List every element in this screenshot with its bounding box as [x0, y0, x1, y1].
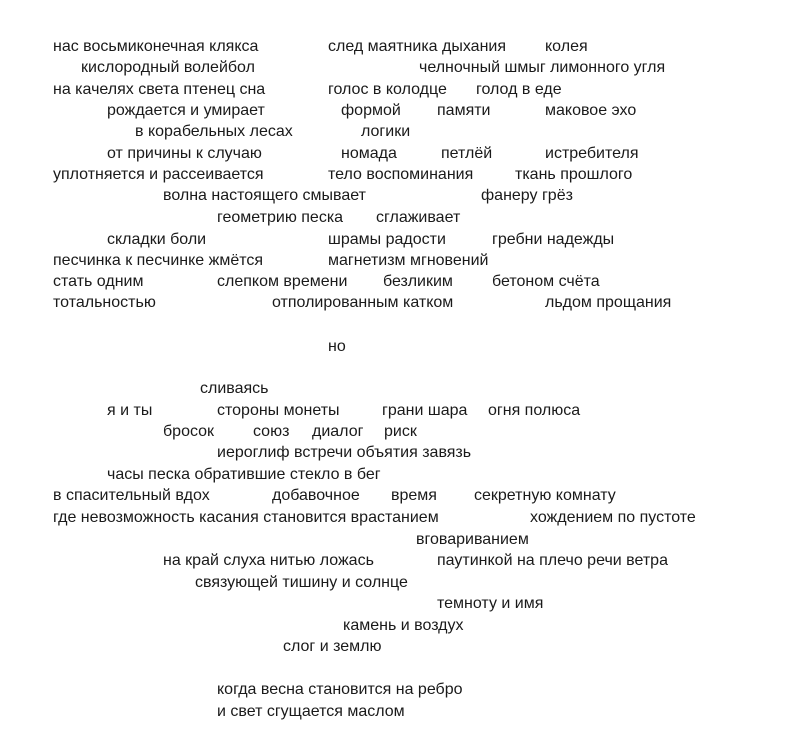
poem-fragment: тотальностью	[53, 294, 156, 311]
poem-fragment: слог и землю	[283, 638, 382, 655]
poem-fragment: памяти	[437, 102, 491, 119]
poem-fragment: номада	[341, 145, 397, 162]
poem-fragment: камень и воздух	[343, 617, 464, 634]
poem-fragment: риск	[384, 423, 417, 440]
poem-fragment: песчинка к песчинке жмётся	[53, 252, 264, 269]
poem-fragment: волна настоящего смывает	[163, 187, 366, 204]
poem-fragment: шрамы радости	[328, 231, 446, 248]
poem-fragment: истребителя	[545, 145, 639, 162]
poem-fragment: стать одним	[53, 273, 144, 290]
poem-fragment: голос в колодце	[328, 81, 447, 98]
poem-fragment: секретную комнату	[474, 487, 616, 504]
poem-fragment: когда весна становится на ребро	[217, 681, 463, 698]
poem-fragment: след маятника дыхания	[328, 38, 507, 55]
poem-fragment: связующей тишину и солнце	[195, 574, 408, 591]
poem-fragment: геометрию песка	[217, 209, 344, 226]
poem-fragment: тело воспоминания	[328, 166, 474, 183]
poem-fragment: петлёй	[441, 145, 493, 162]
poem-fragment: кислородный волейбол	[81, 59, 255, 76]
poem-fragment: маковое эхо	[545, 102, 637, 119]
poem-fragment: часы песка обратившие стекло в бег	[107, 466, 381, 483]
poem-fragment: стороны монеты	[217, 402, 340, 419]
poem-fragment: где невозможность касания становится врастанием	[53, 509, 439, 526]
poem-fragment: темноту и имя	[437, 595, 544, 612]
poem-fragment: добавочное	[272, 487, 360, 504]
poem-fragment: сглаживает	[376, 209, 461, 226]
poem-fragment: сливаясь	[200, 380, 269, 397]
poem-fragment: грани шара	[382, 402, 468, 419]
poem-fragment: на качелях света птенец сна	[53, 81, 266, 98]
poem-fragment: слепком времени	[217, 273, 348, 290]
poem-fragment: иероглиф встречи объятия завязь	[217, 444, 472, 461]
poem-fragment: бетоном счёта	[492, 273, 600, 290]
poem-fragment: бросок	[163, 423, 215, 440]
poem-fragment: я и ты	[107, 402, 153, 419]
poem-fragment: ткань прошлого	[515, 166, 633, 183]
poem-fragment: логики	[361, 123, 411, 140]
poem-fragment: хождением по пустоте	[530, 509, 696, 526]
poem-fragment: от причины к случаю	[107, 145, 262, 162]
poem-fragment: безликим	[383, 273, 453, 290]
poem-fragment: огня полюса	[488, 402, 581, 419]
poem-fragment: челночный шмыг лимонного угля	[419, 59, 666, 76]
poem-fragment: вговариванием	[416, 531, 529, 548]
poem-fragment: голод в еде	[476, 81, 562, 98]
poem-fragment: диалог	[312, 423, 364, 440]
poem-fragment: фанеру грёз	[481, 187, 573, 204]
poem-fragment: нас восьмиконечная клякса	[53, 38, 259, 55]
poem-fragment: уплотняется и рассеивается	[53, 166, 264, 183]
poem-fragment: но	[328, 338, 346, 355]
poem-fragment: время	[391, 487, 437, 504]
poem-fragment: паутинкой на плечо речи ветра	[437, 552, 668, 569]
poem-fragment: в спасительный вдох	[53, 487, 210, 504]
poem-fragment: льдом прощания	[545, 294, 672, 311]
poem-fragment: колея	[545, 38, 588, 55]
poem-fragment: союз	[253, 423, 290, 440]
poem-fragment: формой	[341, 102, 401, 119]
poem-fragment: гребни надежды	[492, 231, 615, 248]
poem-fragment: и свет сгущается маслом	[217, 703, 405, 720]
poem-fragment: отполированным катком	[272, 294, 454, 311]
poem-fragment: в корабельных лесах	[135, 123, 293, 140]
poem-fragment: складки боли	[107, 231, 207, 248]
poem-fragment: магнетизм мгновений	[328, 252, 489, 269]
poem-fragment: рождается и умирает	[107, 102, 265, 119]
poem-fragment: на край слуха нитью ложась	[163, 552, 374, 569]
